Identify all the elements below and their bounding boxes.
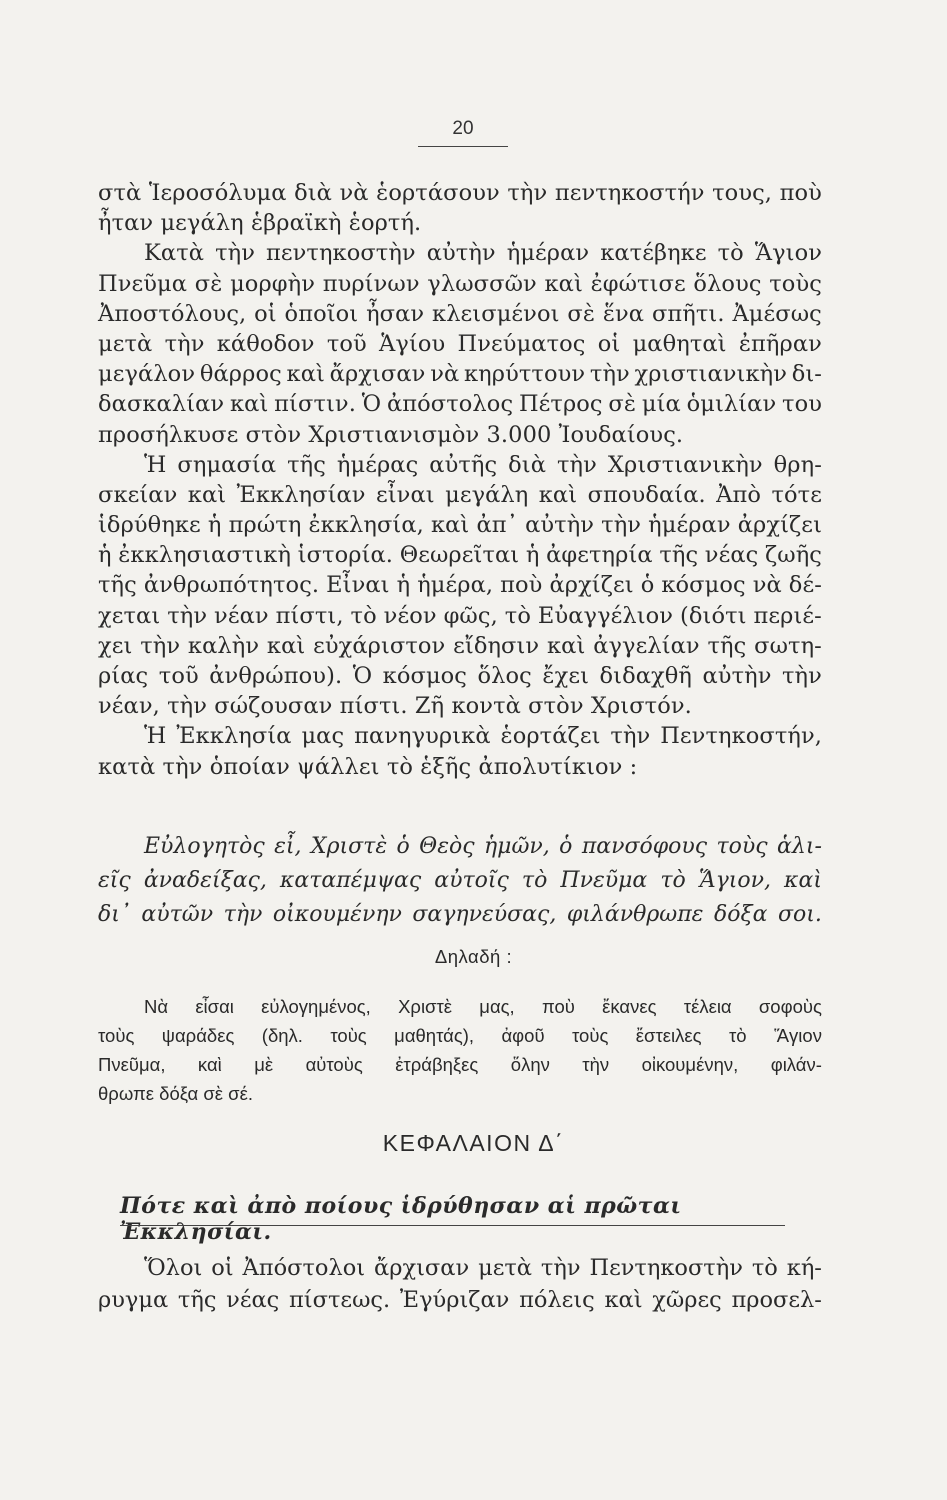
text-line: Ὅλοι οἱ Ἀπόστολοι ἄρχισαν μετὰ τὴν Πεντηκοστὴν τὸ κή- bbox=[144, 1255, 822, 1281]
section-title: Πότε καὶ ἀπὸ ποίους ἱδρύθησαν αἱ πρῶται Ἐκκλησίαι. bbox=[120, 1193, 682, 1245]
text-line: σκείαν καὶ Ἐκκλησίαν εἶναι μεγάλη καὶ σπουδαία. Ἀπὸ τότε bbox=[98, 481, 822, 508]
prayer-translation bbox=[98, 992, 822, 1108]
text-line: προσήλκυσε στὸν Χριστιανισμὸν 3.000 Ἰουδαίους. bbox=[98, 421, 684, 448]
text-line: τοὺς ψαράδες (δηλ. τοὺς μαθητάς), ἀφοῦ τοὺς ἔστειλες τὸ Ἅγιον bbox=[98, 1025, 822, 1046]
text-line: Κατὰ τὴν πεντηκοστὴν αὐτὴν ἡμέραν κατέβηκε τὸ Ἅγιον bbox=[144, 240, 822, 267]
text-line: κατὰ τὴν ὁποίαν ψάλλει τὸ ἑξῆς ἀπολυτίκιον : bbox=[98, 753, 638, 780]
text-line: δι᾽ αὐτῶν τὴν οἰκουμένην σαγηνεύσας, φιλάνθρωπε δόξα σοι. bbox=[98, 902, 822, 927]
section-title-underline bbox=[120, 1225, 785, 1226]
text-line: Ἀποστόλους, οἱ ὁποῖοι ἦσαν κλεισμένοι σὲ ἕνα σπῆτι. Ἀμέσως bbox=[98, 300, 822, 327]
closing-paragraph bbox=[98, 1252, 822, 1316]
text-line: τῆς ἀνθρωπότητος. Εἶναι ἡ ἡμέρα, ποὺ ἀρχίζει ὁ κόσμος νὰ δέ- bbox=[98, 572, 822, 599]
text-line: χει τὴν καλὴν καὶ εὐχάριστον εἴδησιν καὶ ἀγγελίαν τῆς σωτη- bbox=[98, 632, 822, 659]
text-line: Ἡ σημασία τῆς ἡμέρας αὐτῆς διὰ τὴν Χριστιανικὴν θρη- bbox=[144, 451, 822, 478]
text-line: Νὰ εἶσαι εὐλογημένος, Χριστὲ μας, ποὺ ἔκανες τέλεια σοφοὺς bbox=[144, 996, 822, 1017]
text-line: θρωπε δόξα σὲ σέ. bbox=[98, 1083, 253, 1104]
text-line: μετὰ τὴν κάθοδον τοῦ Ἁγίου Πνεύματος οἱ μαθηταὶ ἐπῆραν bbox=[98, 330, 822, 357]
text-line: Πνεῦμα, καὶ μὲ αὐτοὺς ἐτράβηξες ὅλην τὴν οἰκουμένην, φιλάν- bbox=[98, 1054, 822, 1075]
text-line: ἱδρύθηκε ἡ πρώτη ἐκκλησία, καὶ ἀπ᾽ αὐτὴν τὴν ἡμέραν ἀρχίζει bbox=[98, 512, 822, 539]
translation-label: Δηλαδή : bbox=[434, 946, 513, 967]
text-line: Ἡ Ἐκκλησία μας πανηγυρικὰ ἑορτάζει τὴν Πεντηκοστήν, bbox=[144, 723, 822, 750]
apolytikion-prayer bbox=[98, 830, 822, 932]
chapter-heading: ΚΕΦΑΛΑΙΟΝ Δ΄ bbox=[382, 1130, 565, 1156]
text-line: ρίας τοῦ ἀνθρώπου). Ὁ κόσμος ὅλος ἔχει διδαχθῆ αὐτὴν τὴν bbox=[98, 663, 822, 689]
text-line: ἡ ἐκκλησιαστικὴ ἱστορία. Θεωρεῖται ἡ ἀφετηρία τῆς νέας ζωῆς bbox=[98, 542, 822, 569]
text-line: μεγάλον θάρρος καὶ ἄρχισαν νὰ κηρύττουν τὴν χριστιανικὴν δι- bbox=[98, 361, 822, 388]
text-line: ἦταν μεγάλη ἑβραϊκὴ ἑορτή. bbox=[98, 210, 422, 237]
text-line: Εὐλογητὸς εἶ, Χριστὲ ὁ Θεὸς ἡμῶν, ὁ πανσόφους τοὺς ἁλι- bbox=[144, 834, 822, 859]
page-number: 20 bbox=[452, 118, 474, 139]
text-line: εῖς ἀναδείξας, καταπέμψας αὐτοῖς τὸ Πνεῦμα τὸ Ἅγιον, καὶ bbox=[98, 868, 822, 893]
text-line: δασκαλίαν καὶ πίστιν. Ὁ ἀπόστολος Πέτρος σὲ μία ὁμιλίαν του bbox=[98, 391, 822, 418]
text-line: χεται τὴν νέαν πίστι, τὸ νέον φῶς, τὸ Εὐαγγέλιον (διότι περιέ- bbox=[98, 602, 822, 629]
body-text bbox=[98, 178, 822, 782]
text-line: νέαν, τὴν σώζουσαν πίστι. Ζῆ κοντὰ στὸν Χριστόν. bbox=[98, 693, 692, 720]
text-line: Πνεῦμα σὲ μορφὴν πυρίνων γλωσσῶν καὶ ἐφώτισε ὅλους τοὺς bbox=[98, 270, 822, 297]
page-number-rule bbox=[418, 146, 508, 147]
text-line: στὰ Ἱεροσόλυμα διὰ νὰ ἑορτάσουν τὴν πεντηκοστήν τους, ποὺ bbox=[98, 180, 822, 206]
text-line: ρυγμα τῆς νέας πίστεως. Ἐγύριζαν πόλεις καὶ χῶρες προσελ- bbox=[98, 1287, 822, 1313]
